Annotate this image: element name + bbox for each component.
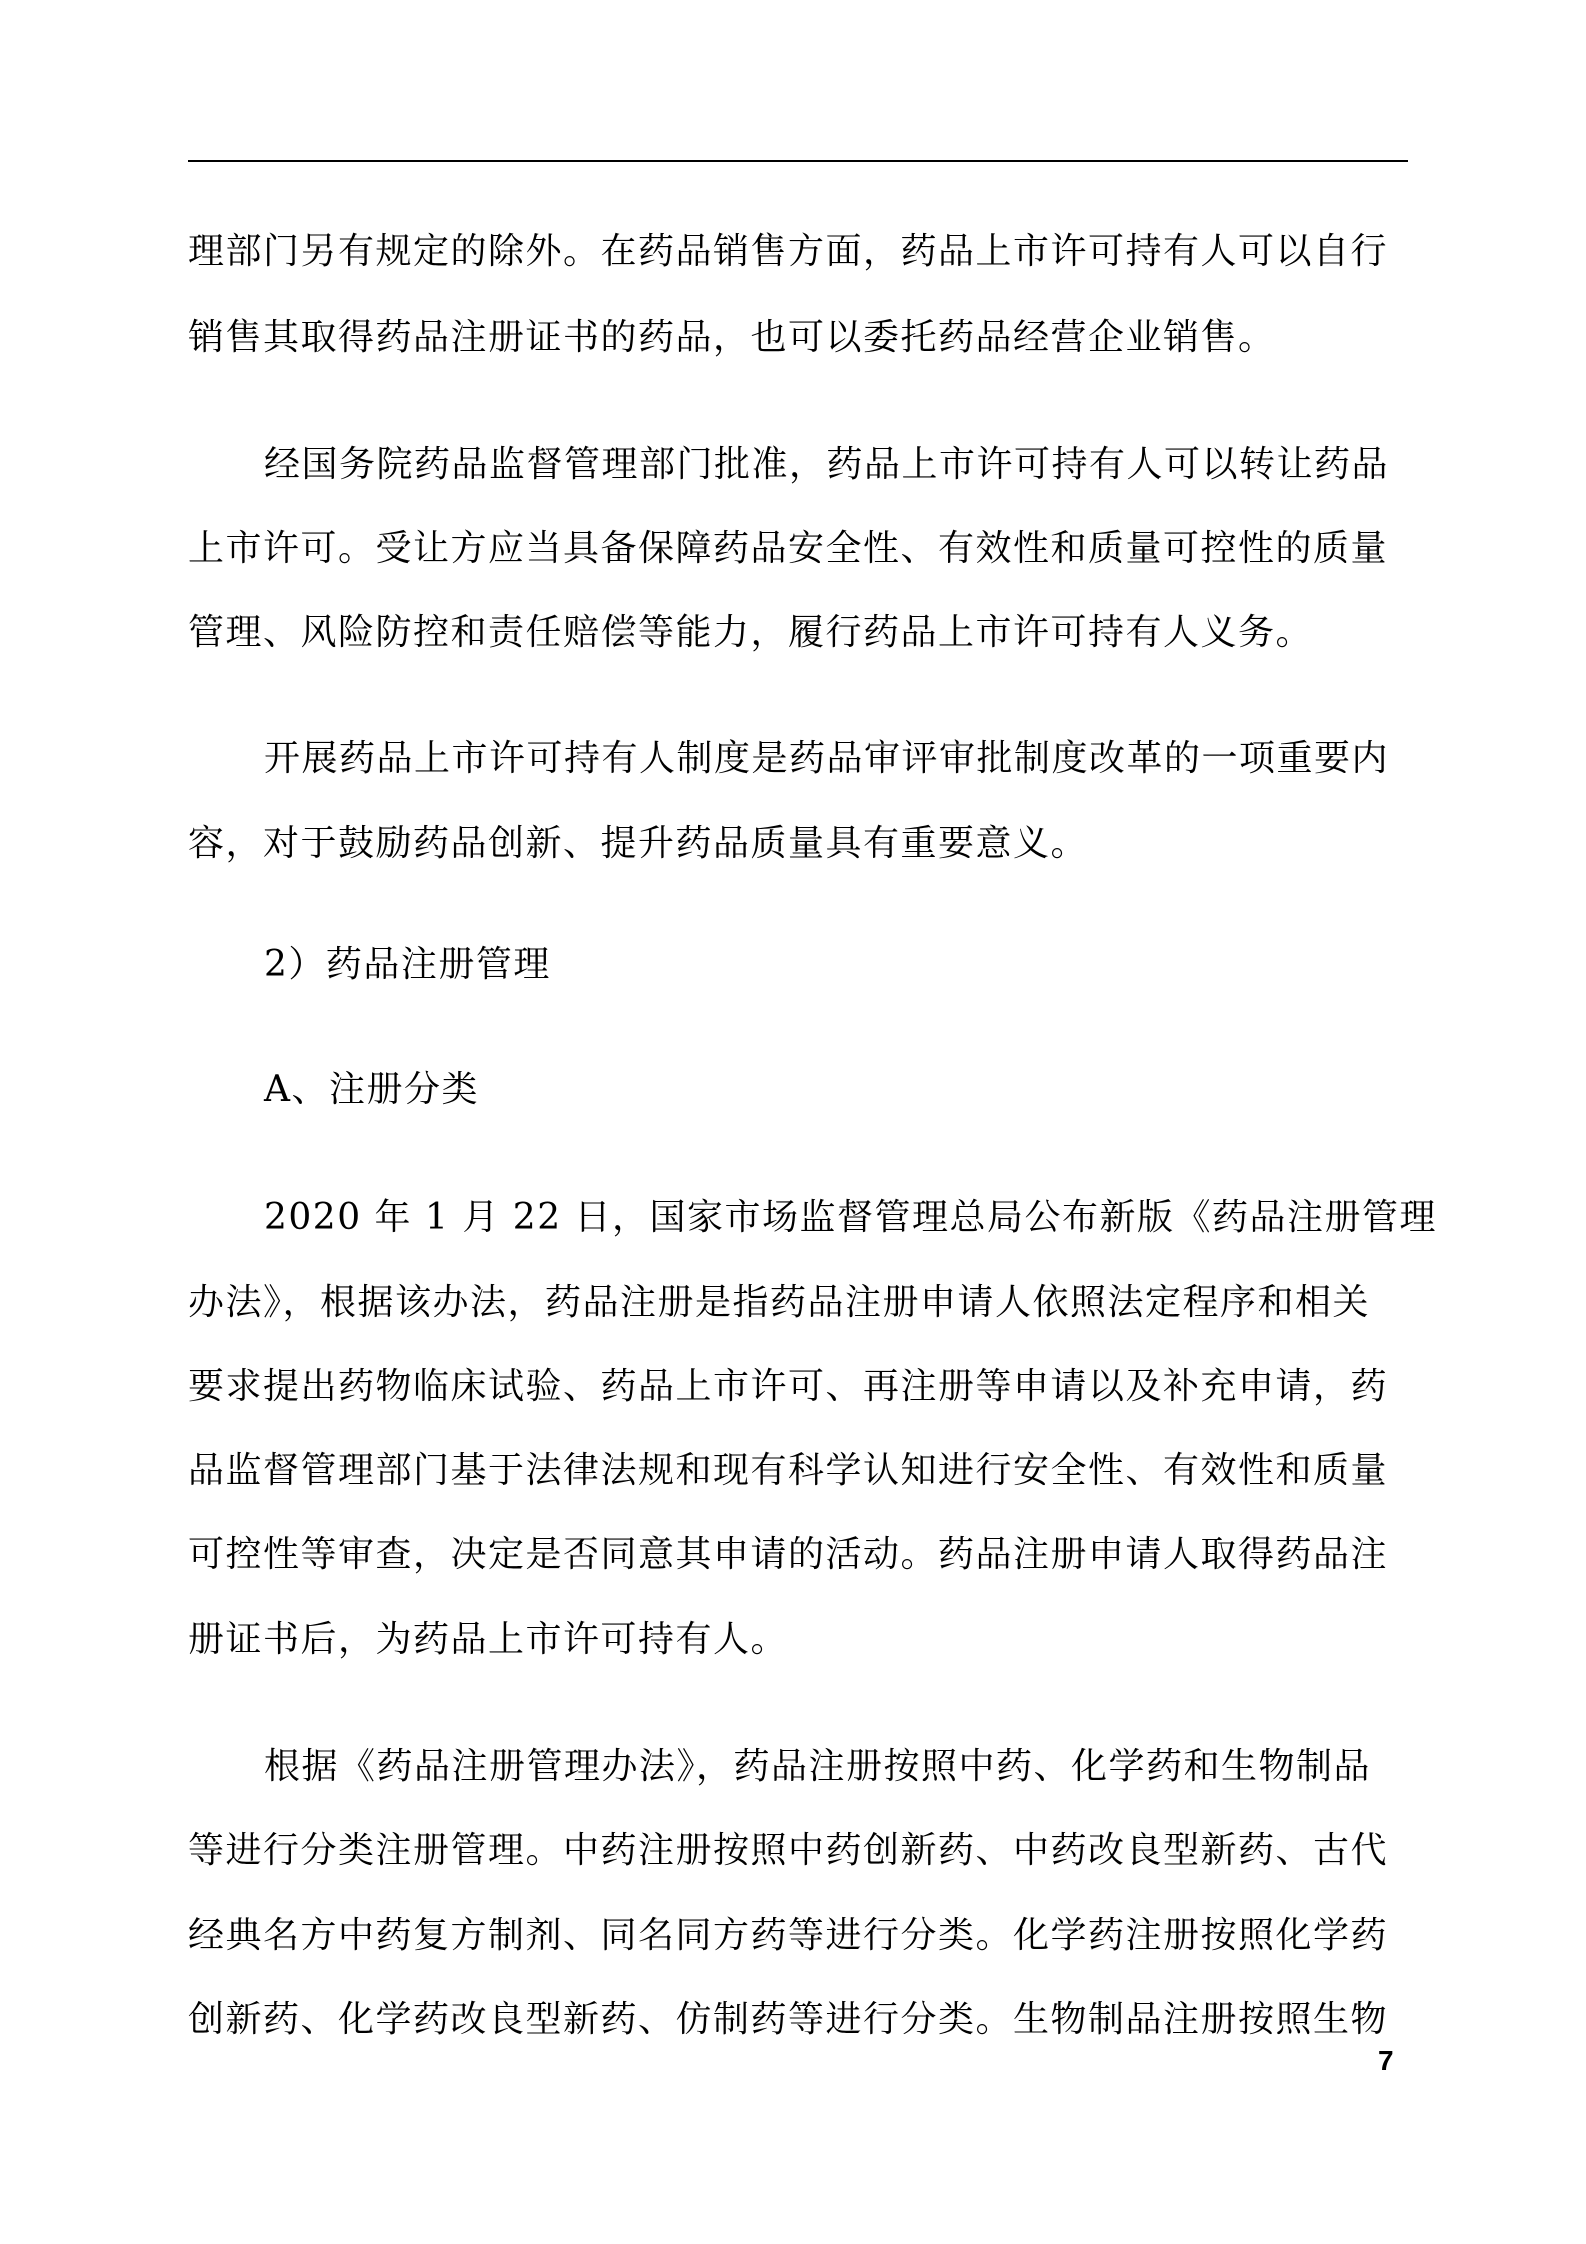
subheading-registration-classification: A、注册分类 xyxy=(264,1069,479,1110)
section-heading-drug-registration: 2）药品注册管理 xyxy=(264,944,551,985)
paragraph-4-line-1: 2020 年 1 月 22 日，国家市场监督管理总局公布新版《药品注册管理 xyxy=(264,1197,1438,1238)
paragraph-2-line-3: 管理、风险防控和责任赔偿等能力，履行药品上市许可持有人义务。 xyxy=(188,612,1314,653)
paragraph-4-line-2: 办法》，根据该办法，药品注册是指药品注册申请人依照法定程序和相关 xyxy=(188,1282,1371,1323)
paragraph-4-line-6: 册证书后，为药品上市许可持有人。 xyxy=(188,1619,789,1660)
page-number: 7 xyxy=(1378,2045,1394,2076)
paragraph-4-line-5: 可控性等审查，决定是否同意其申请的活动。药品注册申请人取得药品注 xyxy=(188,1534,1389,1575)
paragraph-4-line-4: 品监督管理部门基于法律法规和现有科学认知进行安全性、有效性和质量 xyxy=(188,1450,1389,1491)
header-rule xyxy=(188,160,1408,162)
paragraph-2-line-1: 经国务院药品监督管理部门批准，药品上市许可持有人可以转让药品 xyxy=(264,444,1390,485)
paragraph-1-line-2: 销售其取得药品注册证书的药品，也可以委托药品经营企业销售。 xyxy=(188,317,1276,358)
paragraph-3-line-2: 容，对于鼓励药品创新、提升药品质量具有重要意义。 xyxy=(188,823,1089,864)
paragraph-4-line-3: 要求提出药物临床试验、药品上市许可、再注册等申请以及补充申请，药 xyxy=(188,1366,1389,1407)
paragraph-3-line-1: 开展药品上市许可持有人制度是药品审评审批制度改革的一项重要内 xyxy=(264,738,1390,779)
paragraph-2-line-2: 上市许可。受让方应当具备保障药品安全性、有效性和质量可控性的质量 xyxy=(188,528,1389,569)
paragraph-5-line-1: 根据《药品注册管理办法》，药品注册按照中药、化学药和生物制品 xyxy=(264,1746,1372,1787)
paragraph-1-line-1: 理部门另有规定的除外。在药品销售方面，药品上市许可持有人可以自行 xyxy=(188,231,1389,272)
paragraph-5-line-4: 创新药、化学药改良型新药、仿制药等进行分类。生物制品注册按照生物 xyxy=(188,1999,1389,2040)
paragraph-5-line-3: 经典名方中药复方制剂、同名同方药等进行分类。化学药注册按照化学药 xyxy=(188,1915,1389,1956)
paragraph-5-line-2: 等进行分类注册管理。中药注册按照中药创新药、中药改良型新药、古代 xyxy=(188,1830,1389,1871)
